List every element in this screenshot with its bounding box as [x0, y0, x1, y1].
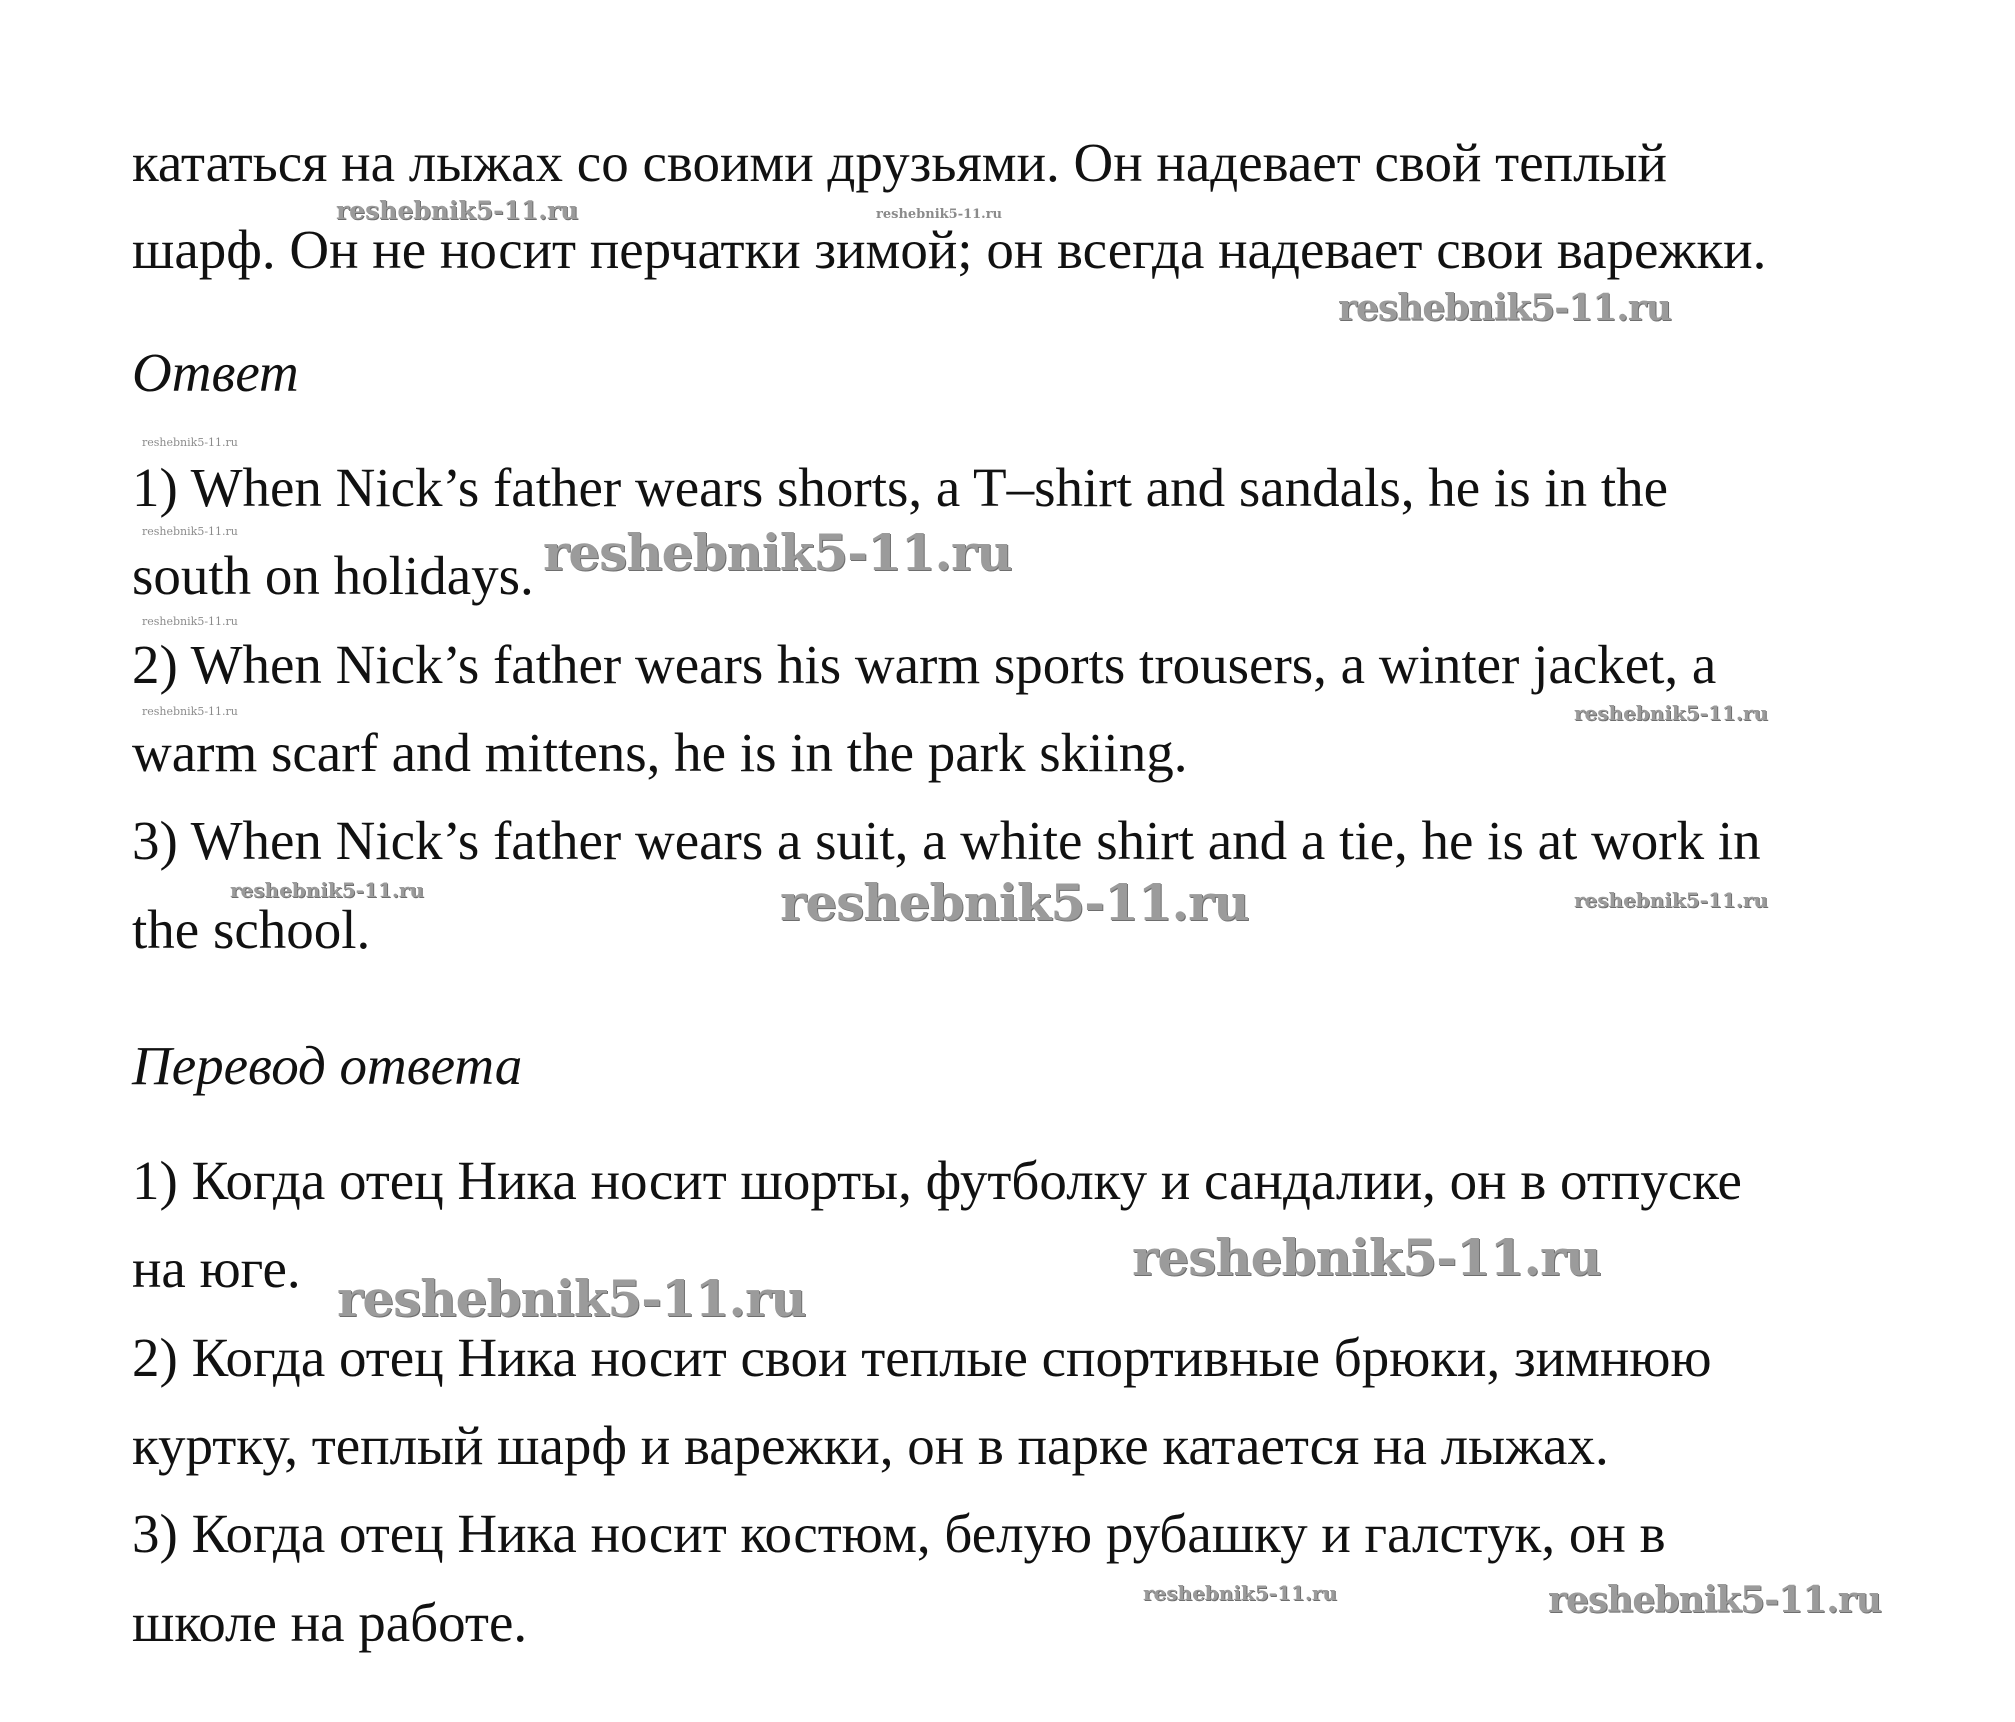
- watermark: reshebnik5-11.ru: [230, 878, 424, 902]
- watermark: reshebnik5-11.ru: [1574, 701, 1768, 725]
- answer-heading: Ответ: [132, 342, 299, 403]
- watermark: reshebnik5-11.ru: [1548, 1579, 1881, 1621]
- intro-line-2: шарф. Он не носит перчатки зимой; он всегда надевает свои варежки.: [132, 219, 1767, 280]
- translation-line-3: 2) Когда отец Ника носит свои теплые спортивные брюки, зимнюю: [132, 1327, 1712, 1388]
- watermark: reshebnik5-11.ru: [543, 523, 1012, 582]
- watermark: reshebnik5-11.ru: [1574, 888, 1768, 912]
- answer-line-4: warm scarf and mittens, he is in the park skiing.: [132, 722, 1188, 783]
- watermark: reshebnik5-11.ru: [336, 196, 579, 225]
- answer-line-2: south on holidays.: [132, 545, 534, 606]
- watermark: reshebnik5-11.ru: [142, 705, 238, 718]
- watermark: reshebnik5-11.ru: [780, 873, 1249, 932]
- watermark: reshebnik5-11.ru: [1132, 1228, 1601, 1287]
- watermark: reshebnik5-11.ru: [337, 1269, 806, 1328]
- watermark: reshebnik5-11.ru: [1143, 1581, 1337, 1605]
- watermark: reshebnik5-11.ru: [1338, 287, 1671, 329]
- translation-line-4: куртку, теплый шарф и варежки, он в парке катается на лыжах.: [132, 1415, 1609, 1476]
- answer-line-1: 1) When Nick’s father wears shorts, a T–shirt and sandals, he is in the: [132, 457, 1669, 518]
- watermark: reshebnik5-11.ru: [142, 525, 238, 538]
- answer-line-6: the school.: [132, 899, 371, 960]
- translation-heading: Перевод ответа: [132, 1035, 523, 1096]
- answer-line-3: 2) When Nick’s father wears his warm sports trousers, a winter jacket, a: [132, 634, 1717, 695]
- intro-line-1: кататься на лыжах со своими друзьями. Он надевает свой теплый: [132, 132, 1667, 193]
- translation-line-2: на юге.: [132, 1238, 301, 1299]
- answer-line-5: 3) When Nick’s father wears a suit, a white shirt and a tie, he is at work in: [132, 810, 1761, 871]
- watermark: reshebnik5-11.ru: [142, 436, 238, 449]
- watermark: reshebnik5-11.ru: [876, 207, 1003, 222]
- translation-line-6: школе на работе.: [132, 1592, 528, 1653]
- translation-line-1: 1) Когда отец Ника носит шорты, футболку и сандалии, он в отпуске: [132, 1150, 1742, 1211]
- translation-line-5: 3) Когда отец Ника носит костюм, белую рубашку и галстук, он в: [132, 1503, 1666, 1564]
- watermark: reshebnik5-11.ru: [142, 615, 238, 628]
